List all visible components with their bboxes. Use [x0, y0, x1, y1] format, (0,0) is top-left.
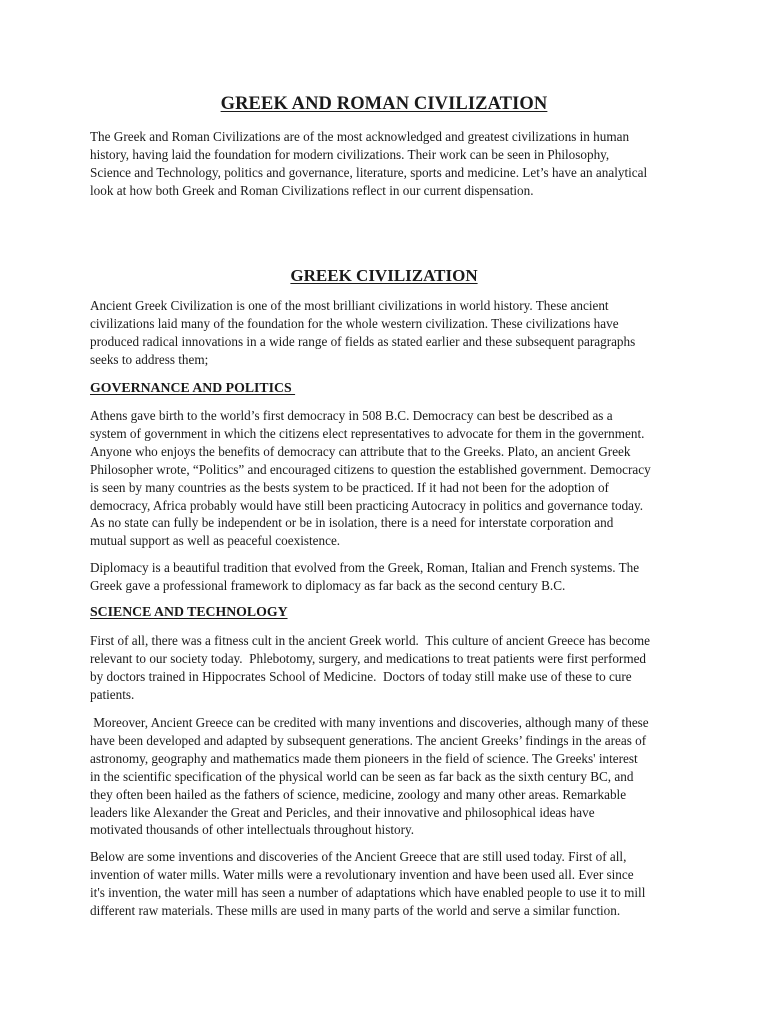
text-line: The Greek and Roman Civilizations are of the most acknowledged and greatest civilizations in human [90, 129, 630, 144]
text-line: First of all, there was a fitness cult in the ancient Greek world. This culture of ancient Greece has become [90, 633, 651, 648]
text-line: by doctors trained in Hippocrates School of Medicine. Doctors of today still make use of these to cure [90, 668, 632, 684]
text-line: they often been hailed as the fathers of science, medicine, zoology and many other areas. Remarkable [90, 786, 627, 802]
text-line: relevant to our society today. Phlebotomy, surgery, and medications to treat patients were first performed [90, 650, 647, 666]
science-paragraph-1 [90, 632, 690, 704]
governance-paragraph-2 [90, 559, 690, 595]
governance-heading: GOVERNANCE AND POLITICS [90, 380, 296, 395]
text-line: As no state can fully be independent or be in isolation, there is a need for interstate corporation and [90, 515, 614, 531]
text-line: Philosopher wrote, “Politics” and encouraged citizens to question the established government. Democracy [90, 461, 651, 477]
text-line: astronomy, geography and mathematics made them pioneers in the field of science. The Greeks' interest [90, 750, 638, 766]
greek-civilization-heading: GREEK CIVILIZATION [290, 266, 478, 285]
text-line: mutual support as well as peaceful coexistence. [90, 533, 341, 549]
text-line: system of government in which the citizens elect representatives to advocate for them in the government. [90, 425, 645, 441]
text-line: seeks to address them; [90, 351, 209, 367]
science-technology-heading: SCIENCE AND TECHNOLOGY [90, 604, 288, 619]
governance-paragraph-1 [90, 407, 690, 550]
science-paragraph-3 [90, 848, 690, 920]
greek-intro-paragraph [90, 297, 690, 369]
text-line: Diplomacy is a beautiful tradition that evolved from the Greek, Roman, Italian and French systems. The [90, 560, 640, 575]
text-line: civilizations laid many of the foundation for the whole western civilization. These civilizations have [90, 315, 619, 331]
text-line: history, having laid the foundation for modern civilizations. Their work can be seen in Philosophy, [90, 146, 610, 162]
text-line: different raw materials. These mills are used in many parts of the world and serve a similar function. [90, 902, 621, 918]
text-line: leaders like Alexander the Great and Pericles, and their innovative and philosophical ideas have [90, 804, 595, 820]
text-line: look at how both Greek and Roman Civilizations reflect in our current dispensation. [90, 182, 534, 198]
text-line: Athens gave birth to the world’s first democracy in 508 B.C. Democracy can best be described as a [90, 408, 613, 423]
text-line: Moreover, Ancient Greece can be credited with many inventions and discoveries, although many of these [90, 715, 649, 730]
intro-paragraph [90, 128, 690, 200]
text-line: Greek gave a professional framework to diplomacy as far back as the second century B.C. [90, 577, 566, 593]
text-line: democracy, Africa probably would have still been practicing Autocracy in politics and governance today. [90, 497, 644, 513]
text-line: patients. [90, 686, 135, 702]
science-paragraph-2 [90, 714, 690, 839]
text-line: it's invention, the water mill has seen a number of adaptations which have enabled people to use it to mill [90, 884, 646, 900]
text-line: motivated thousands of other intellectuals throughout history. [90, 822, 415, 838]
text-line: produced radical innovations in a wide range of fields as stated earlier and these subsequent paragraphs [90, 333, 636, 349]
text-line: have been developed and adapted by subsequent generations. The ancient Greeks’ findings in the areas of [90, 732, 647, 748]
document-title: GREEK AND ROMAN CIVILIZATION [220, 94, 548, 114]
text-line: invention of water mills. Water mills were a revolutionary invention and have been used all. Ever since [90, 866, 634, 882]
text-line: Anyone who enjoys the benefits of democracy can attribute that to the Greeks. Plato, an ancient Greek [90, 443, 631, 459]
text-line: Below are some inventions and discoveries of the Ancient Greece that are still used today. First of all, [90, 849, 627, 864]
text-line: Ancient Greek Civilization is one of the most brilliant civilizations in world history. These ancient [90, 298, 609, 313]
text-line: is seen by many countries as the bests system to be practiced. If it had not been for the adoption of [90, 479, 609, 495]
text-line: in the scientific specification of the physical world can be seen as far back as the sixth century BC, and [90, 768, 634, 784]
text-line: Science and Technology, politics and governance, literature, sports and medicine. Let’s have an analytical [90, 164, 648, 180]
